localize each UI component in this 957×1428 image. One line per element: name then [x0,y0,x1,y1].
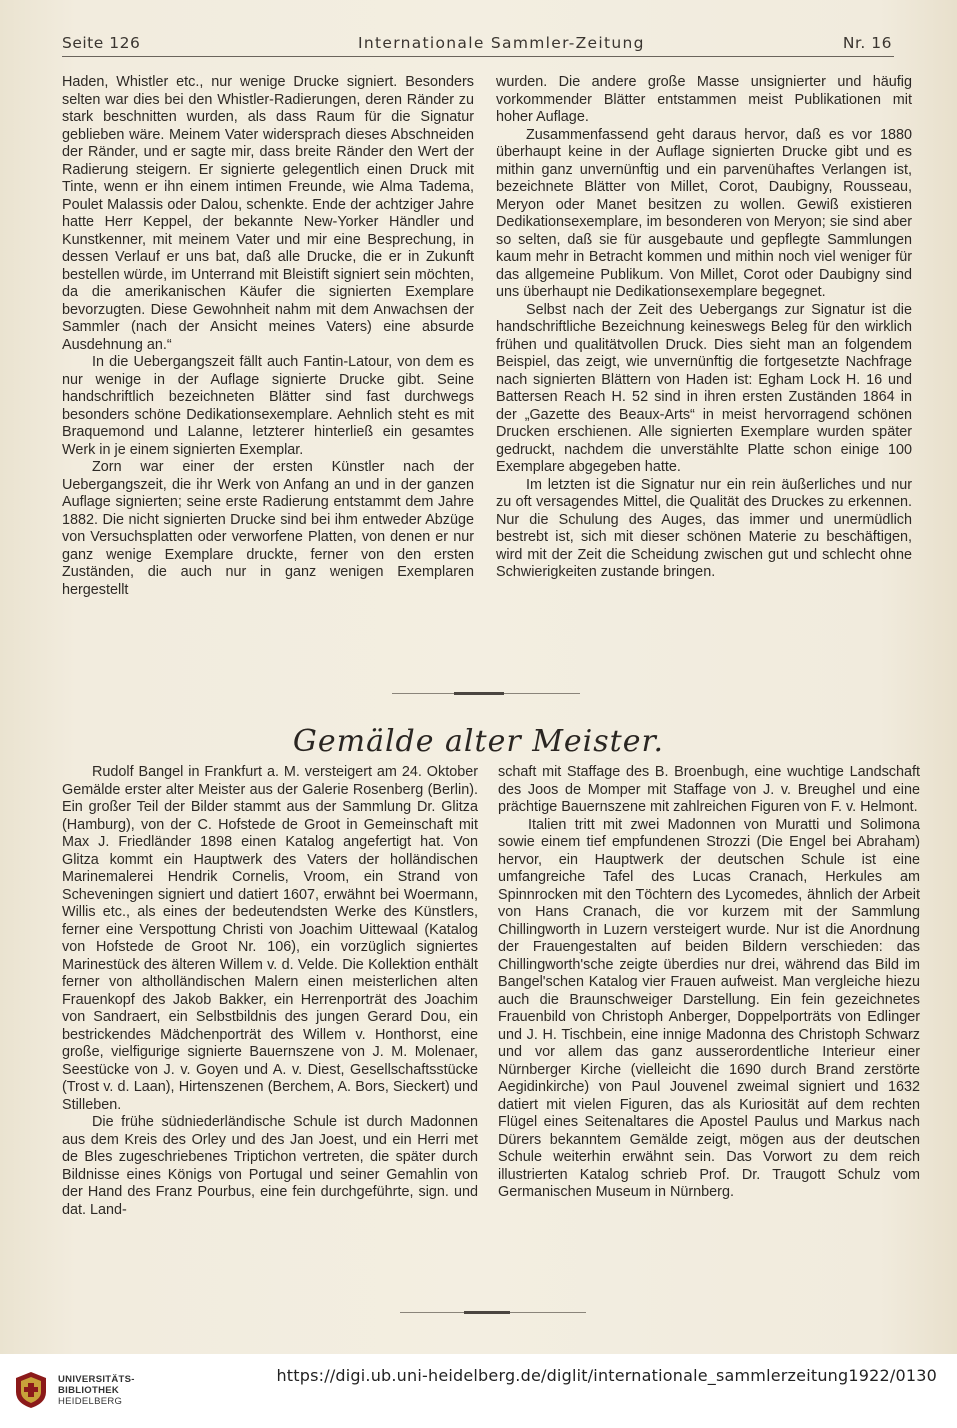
paragraph: Italien tritt mit zwei Madonnen von Muratti und Solimona sowie einem tief empfundenen Strozzi (Die Engel bei Abraham) hervor, ein Hauptwerk der deutschen Schule ist eine umfangreiche Tafel des Lucas Cranach, Herkules am Spinnrocken mit den Töchtern des Lycomedes, ähnlich der Arbeit von Hans Cranach, die vor kurzem mit der Sammlung Chillingworth in Luzern versteigert wurde. Nur ist die Anordnung der Frauengestalten auf beiden Bildern verschieden: das Chillingworth'sche zeigte überdies nur drei, während das Bild im Bangel'schen Katalog vier Frauen aufweist. Man vergleiche hiezu auch die Braunschweiger Darstellung. Ein fein gezeichnetes Frauenbild von Christoph Anberger, Doppelporträts von Edlinger und J. H. Tischbein, eine innige Madonna des Christoph Schwarz und vor allem das ganz ausserordentliche Interieur einer Nürnberger Kirche (vielleicht die 1690 durch Brand zerstörte Aegidinkirche) von Paul Jouvenel zweimal signiert und 1632 datiert mit vielen Figuren, das als Kuriosität auf dem rechten Flügel eines Seitenaltares die Apostel Paulus und Markus nach Dürers bekanntem Gemälde zeigt, mögen aus der deutschen Schule weiterhin erwähnt sein. Das Vorwort zu dem reich illustrierten Katalog schrieb Prof. Dr. Traugott Schulz vom Germanischen Museum in Nürnberg. [498,816,920,1200]
section-divider-right [504,693,580,694]
paragraph: Im letzten ist die Signatur nur ein rein äußerliches und nur zu oft versagendes Mittel, die Qualität des Druckes zu erkennen. Nur die Schulung des Auges, das immer und unermüdlich bestrebt ist, sich mit dieser schönen Materie zu beschäftigen, wird mit der Zeit die Scheidung zwischen gut und schlecht ohne Schwierigkeiten zustande bringen. [496,476,912,580]
article2-column-right [498,764,920,1202]
paragraph: Zusammenfassend geht daraus hervor, daß es vor 1880 überhaupt keine in der Auflage signierten Drucke gibt und es mithin ganz unvernünftig und ein parvenühaftes Verlangen ist, bezeichnete Blätter von Millet, Corot, Daubigny, Rousseau, Meryon oder Manet besitzen zu wollen. Gewiß existieren Dedikationsexemplare, im besonderen von Meryon; sie sind aber so selten, daß sie für ausgebaute und gepflegte Sammlungen kaum mehr in Betracht kommen und mithin noch viel weniger für das allgemeine Publikum. Von Millet, Corot oder Daubigny sind uns überhaupt nie Dedikationsexemplare begegnet. [496,126,912,300]
paragraph: schaft mit Staffage des B. Broenbugh, eine wuchtige Landschaft des Joos de Momper mit Staffage von J. v. Breughel und eine prächtige Bauernszene mit zahlreichen Figuren von F. v. Helmont. [498,764,920,815]
source-url-link[interactable]: https://digi.ub.uni-heidelberg.de/diglit/internationale_sammlerzeitung1922/0130 [276,1366,937,1385]
section-divider-left [392,693,454,694]
library-name-line1: UNIVERSITÄTS- [58,1374,135,1385]
paragraph: Zorn war einer der ersten Künstler nach der Uebergangszeit, die ihr Werk von Anfang an und in der ganzen Auflage signierten; seine erste Radierung entstammt dem Jahre 1882. Die nicht signierten Drucke sind bei ihm entweder Abzüge von Versuchsplatten oder verworfene Platten, von denen er nur ganz wenige Exemplare druckte, ferner von den ersten Zuständen, die auch nur in ganz wenigen Exemplaren hergestellt [62,459,474,598]
paragraph: Selbst nach der Zeit des Uebergangs zur Signatur ist die handschriftliche Bezeichnung keineswegs Beleg für den wirklich frühen und qualitätvollen Druck. Dies sieht man an folgendem Beispiel, das zeigt, wie unvernünftig die fortgesetzte Nachfrage nach signierten Blättern von Haden ist: Egham Lock H. 16 und Battersen Reach H. 52 sind in ihren ersten Zuständen 1864 in der „Gazette des Beaux-Arts“ in meist hervorragend schönen Drucken erschienen. Alle signierten Exemplare wurden später gedruckt, nachdem die unverstählte Platte schon einige 100 Exemplare abgegeben hatte. [496,301,912,475]
issue-number: Nr. 16 [842,34,892,52]
page-number: Seite 126 [62,34,141,52]
article2-title: Gemälde alter Meister. [292,724,665,759]
end-divider-center [464,1311,510,1314]
paragraph: Die frühe südniederländische Schule ist durch Madonnen aus dem Kreis des Orley und des Jan Joest, und ein Herri met de Bles zugeschriebenes Triptichon vertreten, die später durch Bildnisse eines Königs von Portugal und seiner Gemahlin von der Hand des Franz Pourbus, eine fein durchgeführte, sign. und dat. Land- [62,1114,478,1218]
library-logo-text [58,1374,135,1407]
article1-column-left [62,74,474,599]
end-divider-left [400,1312,464,1313]
article2-column-left [62,764,478,1219]
university-seal-icon [12,1370,50,1410]
section-divider-center [454,692,504,695]
page-header [62,32,894,58]
library-name-line2: BIBLIOTHEK [58,1385,120,1396]
paragraph: Haden, Whistler etc., nur wenige Drucke signiert. Besonders selten war dies bei den Whistler-Radierungen, deren Ränder zu stark beschnitten wurden, als dass Raum für die Signatur geblieben wäre. Meinem Vater widersprach dieses Abschneiden der Ränder, und er sagte mir, dass breite Ränder den Wert der Radierung steigern. Er signierte gelegentlich einen Druck mit Tinte, wenn er ihn einem intimen Freunde, wie Alma Tadema, Poulet Malassis oder Dalou, schenkte. Ende der achtziger Jahre hatte Herr Keppel, der bekannte New-Yorker Händler und Kunstkenner, mit meinem Vater und mir eine Besprechung, in dessen Verlauf er uns bat, daß alle Drucke, die er in Zukunft bestellen würde, im Unterrand mit Bleistift signiert sein möchten, da die amerikanischen Käufer die signierten Exemplare bevorzugten. Diese Gewohnheit nahm mit dem Anwachsen der Sammler (nach der Ansicht meines Vaters) eine absurde Ausdehnung an.“ [62,74,474,353]
header-rule [62,56,894,57]
article1-column-right [496,74,912,582]
viewer-footer [0,1354,957,1428]
paragraph: In die Uebergangszeit fällt auch Fantin-Latour, von dem es nur wenige in der Auflage signierte Drucke gibt. Seine handschriftlich bezeichneten Blätter sind fast durchwegs besonders schöne Dedikationsexemplare. Aehnlich steht es mit Braquemond und Lalanne, letzterer hinterließ ein gesamtes Werk in je einem signierten Exemplar. [62,354,474,458]
end-divider-right [510,1312,586,1313]
journal-title: Internationale Sammler-Zeitung [358,34,645,52]
paragraph: wurden. Die andere große Masse unsignierter und häufig vorkommender Blätter entstammen meist Publikationen mit hoher Auflage. [496,74,912,125]
library-name-line3: HEIDELBERG [58,1396,123,1407]
paragraph: Rudolf Bangel in Frankfurt a. M. versteigert am 24. Oktober Gemälde erster alter Meister aus der Galerie Rosenberg (Berlin). Ein großer Teil der Bilder stammt aus der Sammlung Dr. Glitza (Hamburg), von der C. Hofstede de Groot in Gemeinschaft mit Max J. Friedländer 1898 einen Katalog angefertigt hat. Von Glitza kommt ein Hauptwerk des Vaters der holländischen Marinemalerei Hendrik Cornelis, Vroom, ein Strand von Scheveningen signiert und datiert 1607, erwähnt bei Woermann, Willis etc., als eines der bedeutendsten Werke des Künstlers, ferner eine Verspottung Christi von Joachim Uittewaal (Katalog von Hofstede de Groot Nr. 106), ein vorzüglich signiertes Marinestück des älteren Willem v. d. Velde. Die Kollektion enthält ferner von altholländischen Malern einen meisterlichen alten Frauenkopf des Jakob Bakker, ein Herrenporträt des Joachim von Sandraert, ein Selbstbildnis des jungen Gerard Dou, ein bestrickendes Mädchenporträt des Willem v. Honthorst, eine große, vielfigurige signierte Bauernszene von J. M. Molenaer, Seestücke von J. v. Goyen und A. v. Diest, Gesellschaftsstücke (Trost v. d. Laan), Hirtenszenen (Berchem, A. Bors, Sieckert) und Stilleben. [62,764,478,1113]
